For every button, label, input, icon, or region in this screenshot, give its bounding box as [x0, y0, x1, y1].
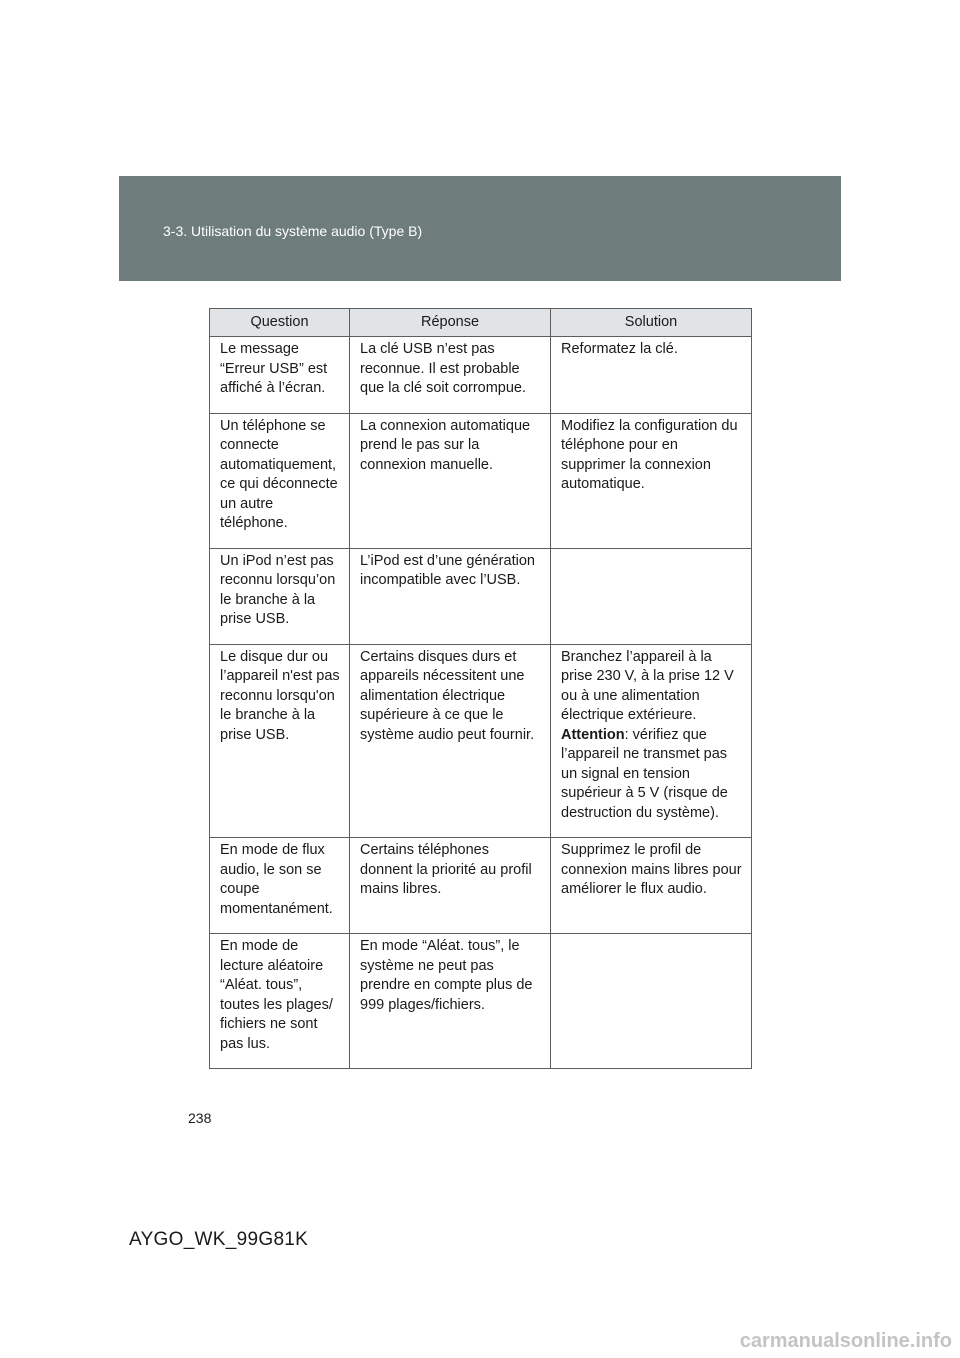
table-row — [210, 838, 752, 934]
solution-cell: Reformatez la clé. — [551, 337, 752, 414]
answer-cell: Certains disques durs et appareils nécessitent une alimentation électrique supérieure à ce que le système audio peut fournir. — [350, 644, 551, 838]
table-row — [210, 644, 752, 838]
attention-text: : vérifiez que l’appareil ne transmet pas un signal en tension supérieur à 5 V (risque de destruction du système). — [561, 726, 728, 821]
question-cell: En mode de flux audio, le son se coupe momentanément. — [210, 838, 350, 934]
troubleshooting-table — [209, 308, 752, 1069]
answer-cell: En mode “Aléat. tous”, le système ne peut pas prendre en compte plus de 999 plages/fichiers. — [350, 934, 551, 1069]
solution-cell: Modifiez la configuration du téléphone pour en supprimer la connexion automatique. — [551, 413, 752, 548]
answer-cell: La connexion automatique prend le pas sur la connexion manuelle. — [350, 413, 551, 548]
table-row — [210, 934, 752, 1069]
column-header-solution: Solution — [551, 309, 752, 337]
table-row — [210, 548, 752, 644]
page-number: 238 — [188, 1110, 212, 1126]
section-title: 3-3. Utilisation du système audio (Type B) — [163, 223, 423, 239]
solution-cell — [551, 644, 752, 838]
attention-label: Attention — [561, 726, 625, 743]
question-cell: Un iPod n’est pas reconnu lorsqu’on le branche à la prise USB. — [210, 548, 350, 644]
question-cell: Le disque dur ou l’appareil n'est pas reconnu lorsqu'on le branche à la prise USB. — [210, 644, 350, 838]
answer-cell: L’iPod est d’une génération incompatible avec l’USB. — [350, 548, 551, 644]
document-code: AYGO_WK_99G81K — [129, 1229, 309, 1250]
table-row — [210, 337, 752, 414]
section-header-band — [119, 176, 841, 281]
watermark: carmanualsonline.info — [739, 1330, 952, 1352]
question-cell: Le message “Erreur USB” est affiché à l’écran. — [210, 337, 350, 414]
answer-cell: Certains téléphones donnent la priorité au profil mains libres. — [350, 838, 551, 934]
question-cell: En mode de lecture aléatoire “Aléat. tous”, toutes les plages/ fichiers ne sont pas lus. — [210, 934, 350, 1069]
column-header-question: Question — [210, 309, 350, 337]
solution-text: Branchez l’appareil à la prise 230 V, à la prise 12 V ou à une alimentation électrique extérieure. — [561, 648, 734, 723]
table-header-row — [210, 309, 752, 337]
question-cell: Un téléphone se connecte automatiquement, ce qui déconnecte un autre téléphone. — [210, 413, 350, 548]
solution-cell: Supprimez le profil de connexion mains libres pour améliorer le flux audio. — [551, 838, 752, 934]
column-header-answer: Réponse — [350, 309, 551, 337]
solution-cell — [551, 934, 752, 1069]
solution-cell — [551, 548, 752, 644]
answer-cell: La clé USB n’est pas reconnue. Il est probable que la clé soit corrompue. — [350, 337, 551, 414]
table-row — [210, 413, 752, 548]
